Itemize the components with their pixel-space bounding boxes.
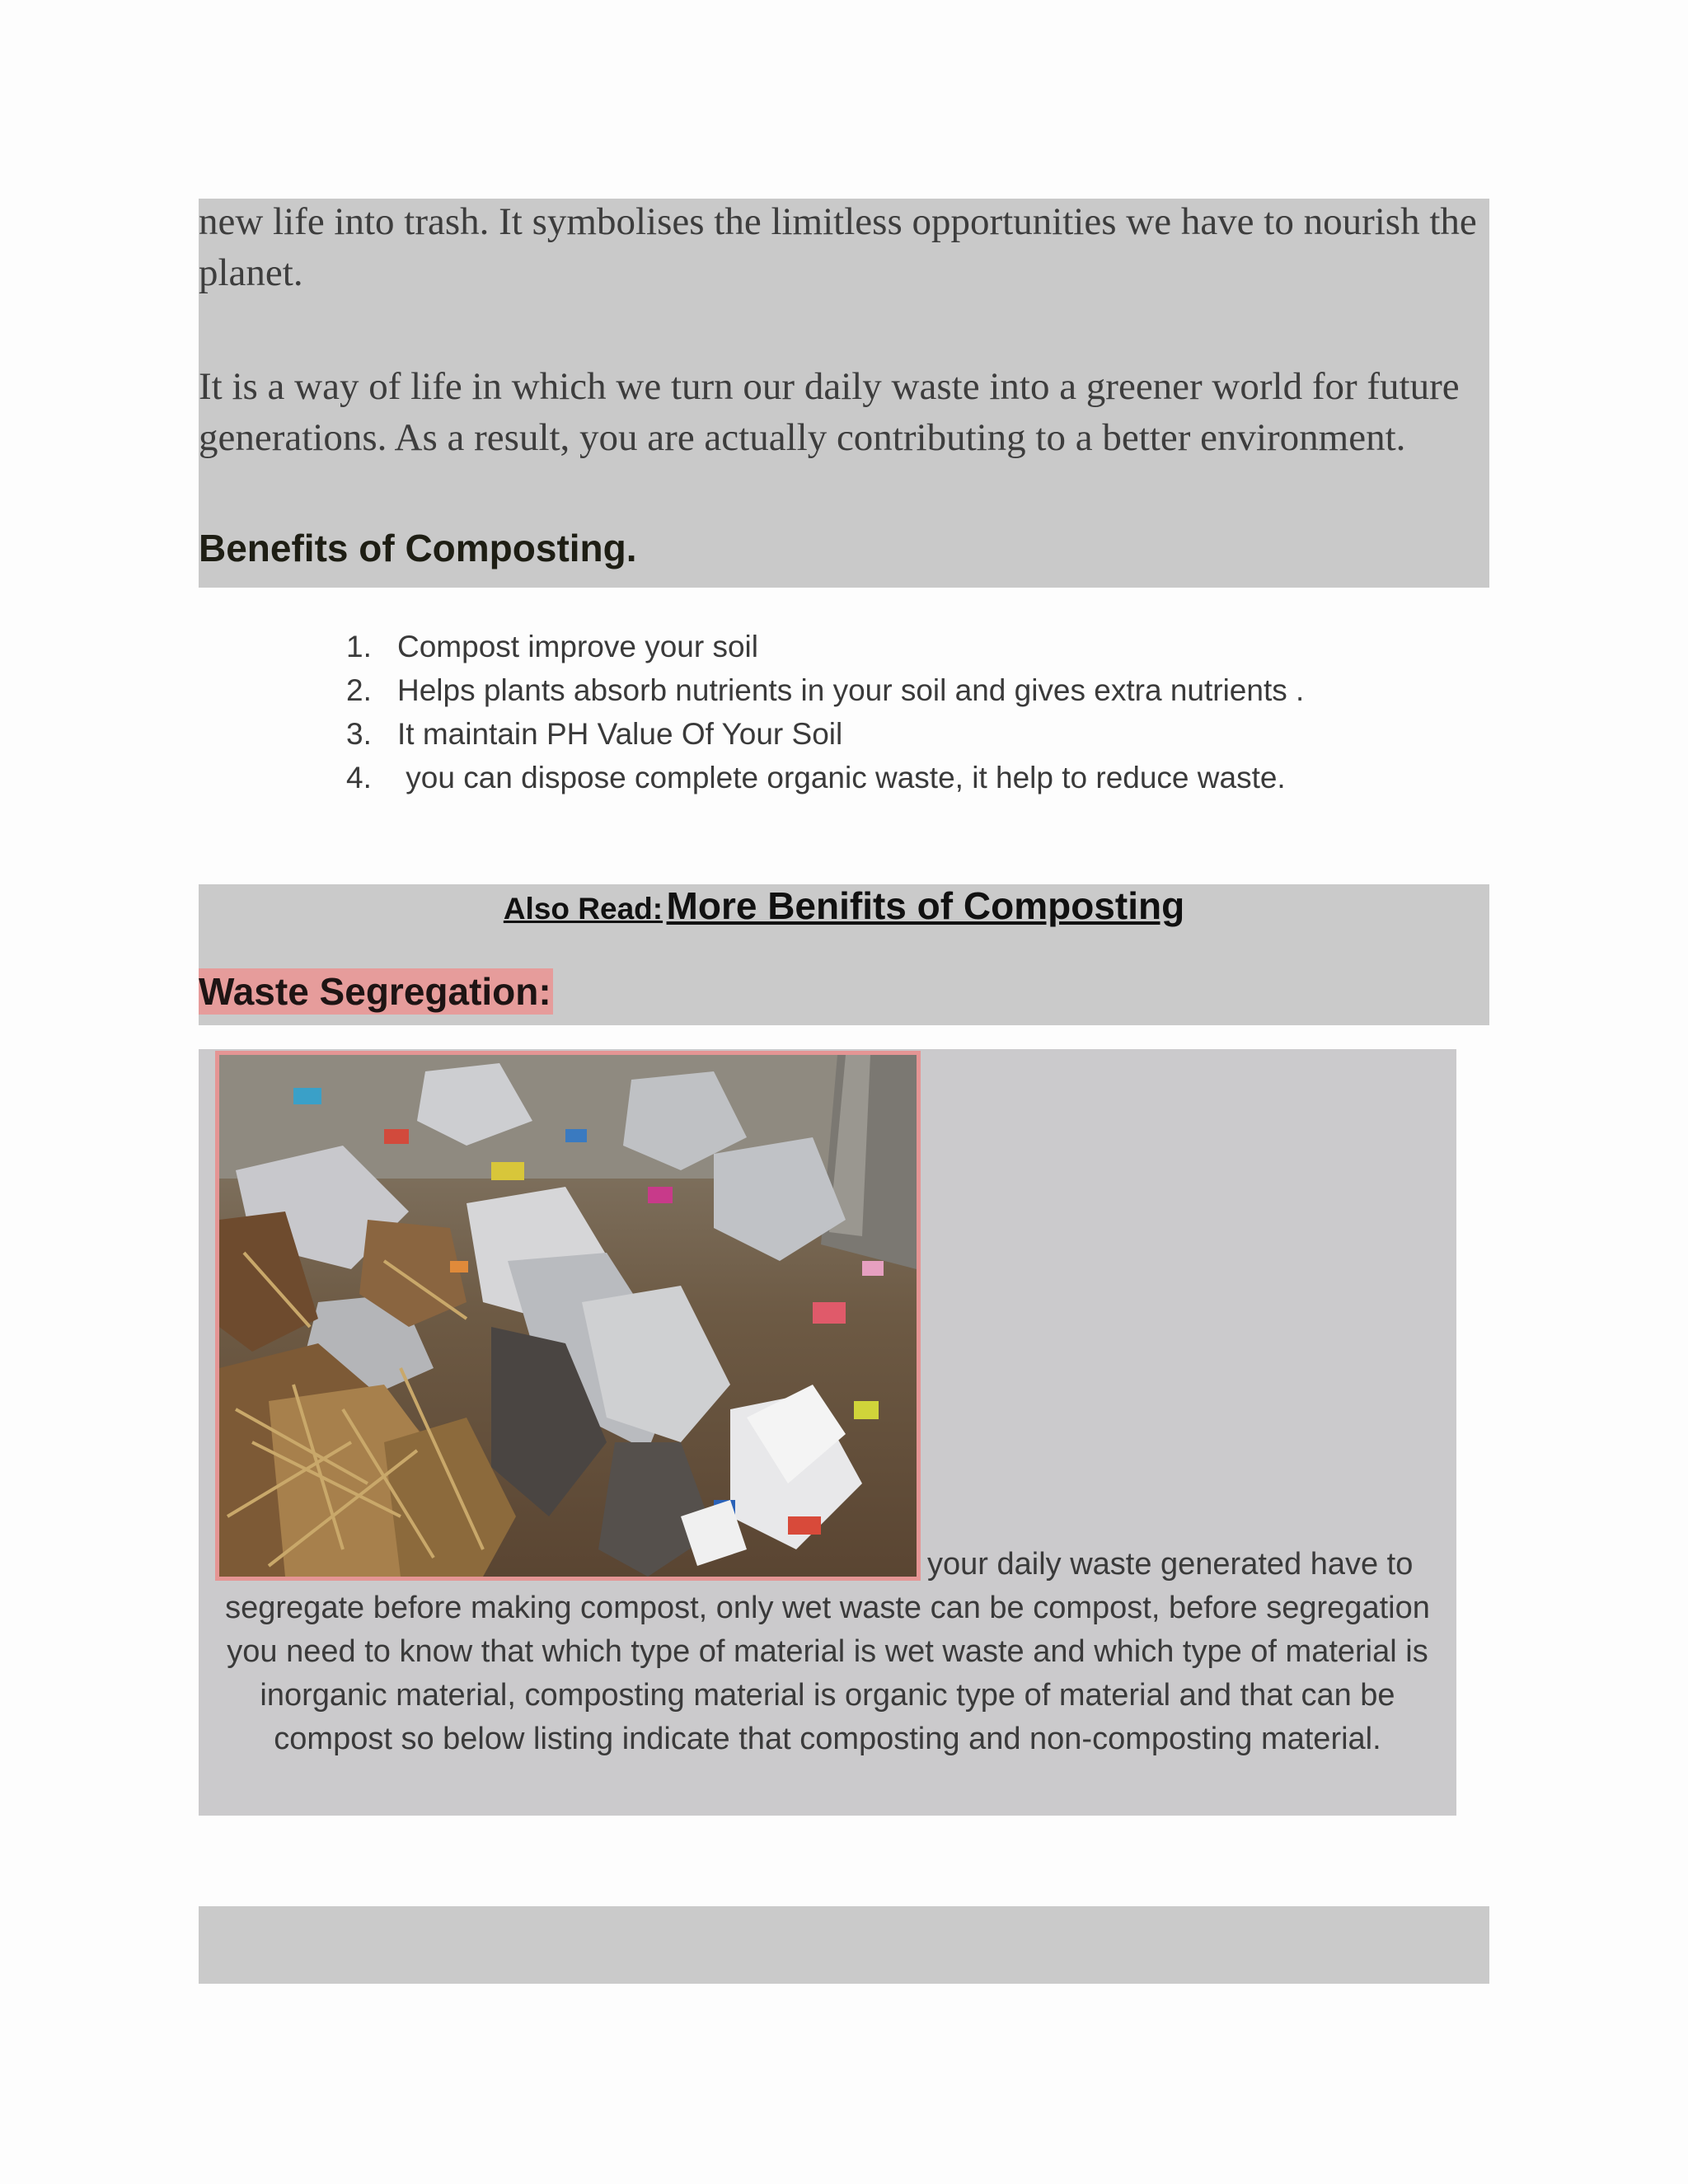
waste-text-rest: segregate before making compost, only wet waste can be compost, before segregation you need to know that which type of material is wet waste and which type of material is inorganic material, composting material is organic type of material and that can be compost so below listing indicate that composting and non-composting material. — [225, 1591, 1430, 1756]
also-read-line — [199, 883, 1489, 928]
list-item-text: Compost improve your soil — [397, 630, 758, 663]
intro-paragraph-1: new life into trash. It symbolises the limitless opportunities we have to nourish the planet. — [199, 200, 1477, 294]
waste-pile-image — [215, 1051, 921, 1581]
more-benefits-link[interactable]: More Benifits of Composting — [666, 884, 1185, 927]
list-item-text: Helps plants absorb nutrients in your soil and gives extra nutrients . — [397, 673, 1305, 707]
bottom-highlight-block — [199, 1906, 1489, 1984]
list-item-number: 1. — [346, 630, 372, 663]
also-read-label: Also Read: — [503, 892, 663, 926]
list-item-number: 3. — [346, 717, 372, 751]
list-item-text: you can dispose complete organic waste, it help to reduce waste. — [397, 761, 1286, 794]
list-item-number: 2. — [346, 673, 372, 707]
benefits-heading: Benefits of Composting. — [199, 527, 637, 569]
waste-segregation-paragraph — [199, 1543, 1456, 1761]
intro-paragraph-2: It is a way of life in which we turn our daily waste into a greener world for future generations. As a result, you are actually contributing to a better environment. — [199, 365, 1460, 459]
mixed-waste-pile-illustration — [219, 1055, 917, 1577]
list-item-text: It maintain PH Value Of Your Soil — [397, 717, 843, 751]
waste-text-first-line: your daily waste generated have to — [927, 1547, 1414, 1582]
list-item-number: 4. — [346, 761, 372, 794]
waste-segregation-heading: Waste Segregation: — [199, 970, 551, 1013]
